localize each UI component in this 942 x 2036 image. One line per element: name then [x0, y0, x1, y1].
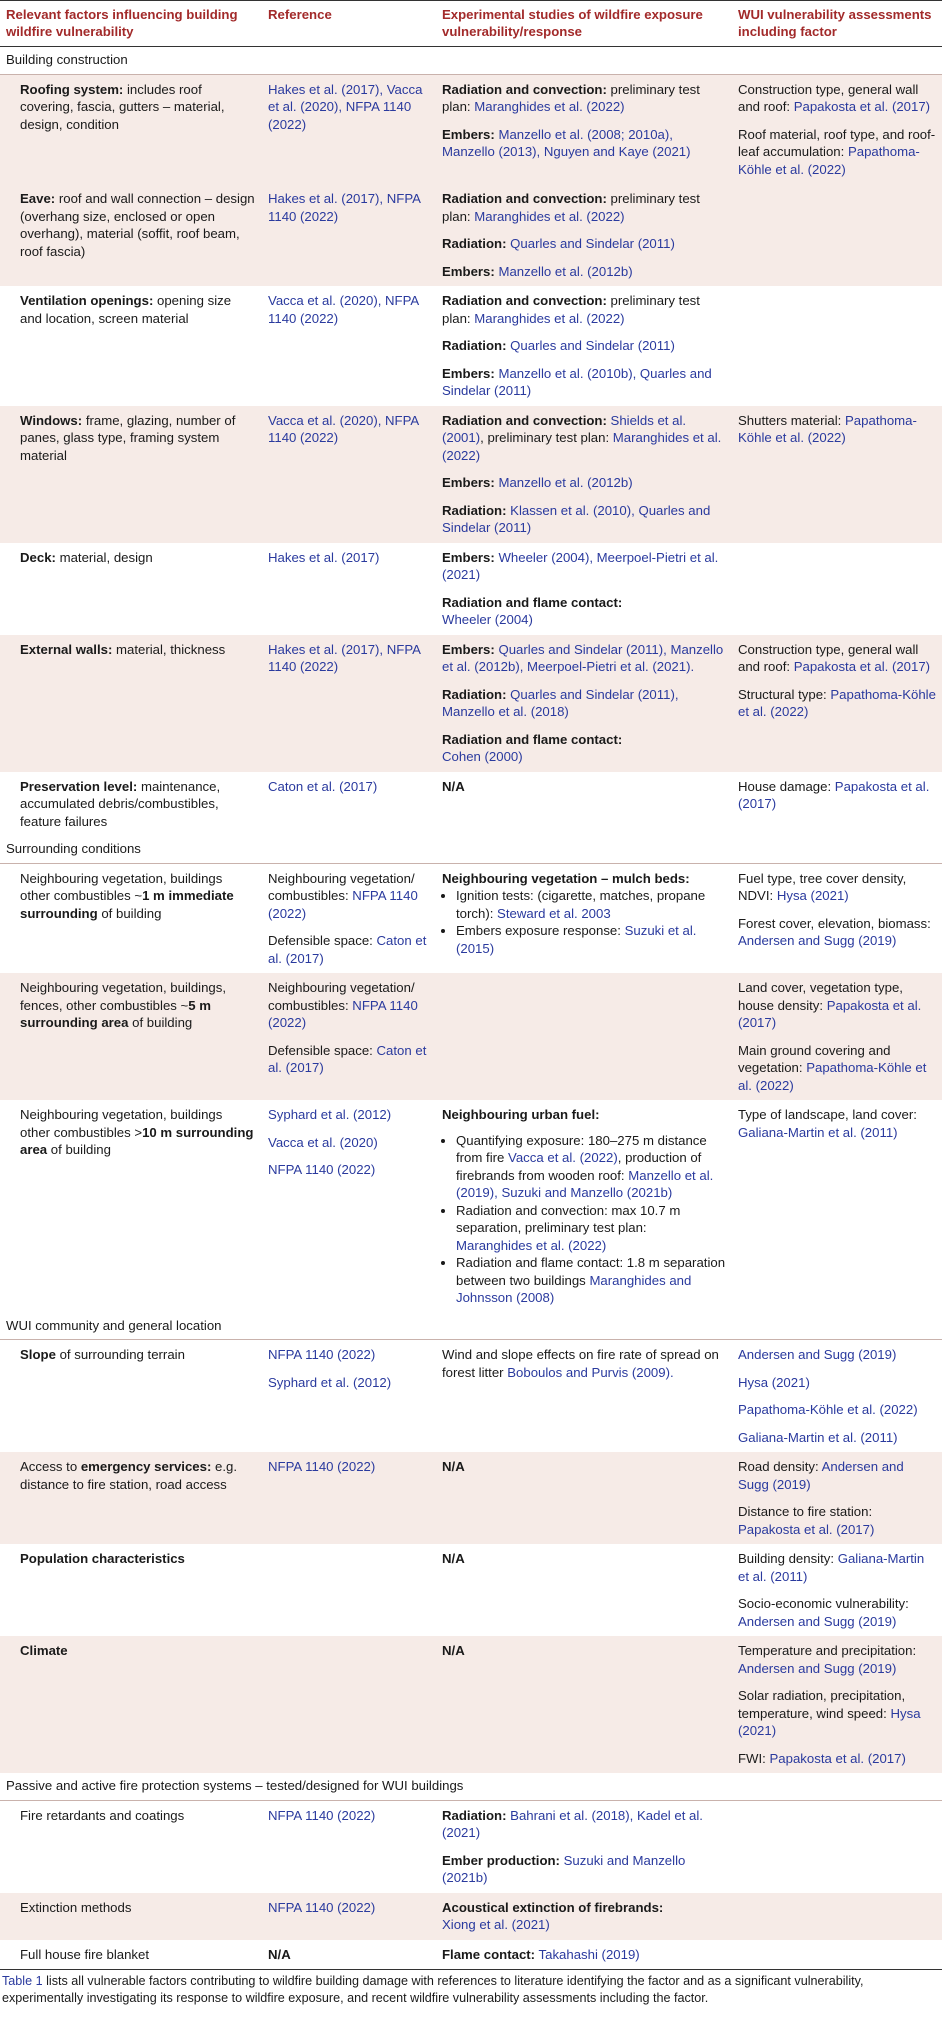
reference-link[interactable]: Andersen and Sugg (2019)	[738, 1660, 897, 1676]
reference-cell	[262, 286, 436, 406]
experimental-cell: N/A	[436, 1452, 732, 1544]
reference-cell	[262, 1636, 436, 1773]
reference-link[interactable]: Boboulos and Purvis (2009).	[507, 1364, 674, 1380]
reference-link[interactable]: Hakes et al. (2017), NFPA 1140 (2022)	[268, 641, 421, 674]
factor-cell: Slope of surrounding terrain	[0, 1340, 262, 1453]
experimental-cell: Wind and slope effects on fire rate of spread on forest litter Boboulos and Purvis (2009).	[436, 1340, 732, 1453]
reference-link[interactable]: Andersen and Sugg (2019)	[738, 1459, 904, 1492]
reference-link[interactable]: Andersen and Sugg (2019)	[738, 933, 897, 948]
experimental-cell: Radiation and convection: preliminary test plan: Maranghides et al. (2022) Radiation: Quarles and Sindelar (2011) Embers: Manzello et al. (2010b), Quarles and Sindelar (2011)	[436, 286, 732, 406]
factor-cell: External walls: material, thickness	[0, 635, 262, 772]
section-row	[0, 1773, 942, 1800]
wui-cell: Type of landscape, land cover: Galiana-Martin et al. (2011)	[732, 1100, 942, 1313]
table-row	[0, 772, 942, 837]
wui-cell	[732, 543, 942, 635]
reference-link[interactable]: Hakes et al. (2017), Vacca et al. (2020), NFPA 1140 (2022)	[268, 81, 423, 132]
table-row	[0, 406, 942, 543]
table-row	[0, 1800, 942, 1893]
experimental-cell: Neighbouring vegetation – mulch beds: • Ignition tests: (cigarette, matches, propane torch): Steward et al. 2003 • Embers exposure response: Suzuki et al. (2015)	[436, 863, 732, 973]
reference-link[interactable]: Manzello et al. (2012b)	[498, 263, 633, 279]
reference-cell: Neighbouring vegetation/ combustibles: NFPA 1140 (2022) Defensible space: Caton et al. (2017)	[262, 863, 436, 973]
header-wui: WUI vulnerability assessments including factor	[732, 1, 942, 47]
reference-cell	[262, 184, 436, 286]
reference-cell	[262, 772, 436, 837]
factor-cell: Roofing system: includes roof covering, fascia, gutters – material, design, condition	[0, 74, 262, 184]
section-title: WUI community and general location	[0, 1313, 942, 1340]
reference-link[interactable]: Papathoma-Köhle et al. (2022)	[738, 1060, 927, 1093]
experimental-cell: Neighbouring urban fuel: • Quantifying exposure: 180–275 m distance from fire Vacca et al. (2022), production of firebrands from wooden roof: Manzello et al. (2019), Suzuki and Manzello (2021b) • Radiation and convection: max 10.7 m separation, preliminary test plan: Maranghides et al. (2022) • Radiation and flame contact: 1.8 m separation between two buildings Maranghides and Johnsson (2008)	[436, 1100, 732, 1313]
reference-link[interactable]: Quarles and Sindelar (2011), Manzello et al. (2012b), Meerpoel-Pietri et al. (2021).	[442, 641, 724, 674]
reference-cell	[262, 1452, 436, 1544]
factor-cell: Full house fire blanket	[0, 1940, 262, 1970]
experimental-cell: N/A	[436, 1544, 732, 1636]
header-factors: Relevant factors influencing building wildfire vulnerability	[0, 1, 262, 47]
bullet-list	[442, 1132, 726, 1307]
experimental-cell: N/A	[436, 772, 732, 837]
caption-text: lists all vulnerable factors contributing to wildfire building damage with references to literature identifying the factor and as a significant vulnerability, experimentally investigating its response to wildfire exposure, and recent wildfire vulnerability assessments including the factor.	[2, 1974, 864, 2005]
experimental-cell: Radiation and convection: Shields et al. (2001), preliminary test plan: Maranghides et al. (2022) Embers: Manzello et al. (2012b) Radiation: Klassen et al. (2010), Quarles and Sindelar (2011)	[436, 406, 732, 543]
table-row	[0, 1340, 942, 1453]
bullet-list	[442, 887, 726, 957]
reference-cell: N/A	[262, 1940, 436, 1970]
wui-cell: Construction type, general wall and roof: Papakosta et al. (2017) Roof material, roof type, and roof-leaf accumulation: Papathoma-Köhle et al. (2022)	[732, 74, 942, 184]
reference-link[interactable]: Maranghides et al. (2022)	[442, 430, 722, 463]
table-row	[0, 1636, 942, 1773]
section-title: Building construction	[0, 47, 942, 75]
factor-cell: Neighbouring vegetation, buildings other combustibles ~1 m immediate surrounding of building	[0, 863, 262, 973]
table-row	[0, 286, 942, 406]
reference-link[interactable]: Takahashi (2019)	[538, 1946, 640, 1962]
table-row	[0, 1940, 942, 1970]
reference-link[interactable]: Papakosta et al. (2017)	[738, 1521, 875, 1537]
list-item: • Quantifying exposure: 180–275 m distance from fire Vacca et al. (2022), production of firebrands from wooden roof: Manzello et al. (2019), Suzuki and Manzello (2021b)	[456, 1132, 726, 1202]
experimental-cell	[436, 973, 732, 1100]
section-row	[0, 1313, 942, 1340]
factor-cell: Deck: material, design	[0, 543, 262, 635]
reference-link[interactable]: Hakes et al. (2017), NFPA 1140 (2022)	[268, 191, 421, 224]
experimental-cell: Embers: Wheeler (2004), Meerpoel-Pietri et al. (2021) Radiation and flame contact: Wheeler (2004)	[436, 543, 732, 635]
reference-link[interactable]: Caton et al. (2017)	[268, 933, 427, 966]
reference-cell	[262, 1100, 436, 1313]
list-item: • Embers exposure response: Suzuki et al. (2015)	[456, 922, 726, 957]
reference-link[interactable]: Papakosta et al. (2017)	[769, 1750, 906, 1766]
reference-link[interactable]: Papakosta et al. (2017)	[738, 997, 922, 1030]
wui-cell	[732, 1800, 942, 1893]
factor-cell: Access to emergency services: e.g. distance to fire station, road access	[0, 1452, 262, 1544]
reference-link[interactable]: Steward et al. 2003	[497, 905, 611, 921]
wui-cell: Shutters material: Papathoma-Köhle et al. (2022)	[732, 406, 942, 543]
table-row	[0, 184, 942, 286]
reference-link[interactable]: Galiana-Martin et al. (2011)	[738, 1551, 925, 1584]
factor-cell: Windows: frame, glazing, number of panes, glass type, framing system material	[0, 406, 262, 543]
reference-cell: Neighbouring vegetation/ combustibles: NFPA 1140 (2022) Defensible space: Caton et al. (2017)	[262, 973, 436, 1100]
reference-cell	[262, 543, 436, 635]
reference-link[interactable]: NFPA 1140 (2022)	[268, 1347, 376, 1362]
reference-cell	[262, 1340, 436, 1453]
reference-link[interactable]: Maranghides et al. (2022)	[474, 208, 625, 224]
experimental-cell: Radiation: Bahrani et al. (2018), Kadel et al. (2021) Ember production: Suzuki and Manzello (2021b)	[436, 1800, 732, 1893]
table-row	[0, 1452, 942, 1544]
factor-cell: Extinction methods	[0, 1893, 262, 1940]
reference-link[interactable]: Andersen and Sugg (2019)	[738, 1613, 897, 1629]
reference-link[interactable]: Syphard et al. (2012)	[268, 1107, 392, 1122]
experimental-cell: Flame contact: Takahashi (2019)	[436, 1940, 732, 1970]
reference-link[interactable]: Galiana-Martin et al. (2011)	[738, 1124, 898, 1140]
reference-link[interactable]: Hysa (2021)	[776, 888, 849, 903]
reference-link[interactable]: Manzello et al. (2019), Suzuki and Manzello (2021b)	[456, 1167, 714, 1200]
reference-link[interactable]: Manzello et al. (2010b), Quarles and Sindelar (2011)	[442, 365, 712, 398]
wui-cell	[732, 1340, 942, 1453]
reference-link[interactable]: Papathoma-Köhle et al. (2022)	[738, 686, 936, 719]
wui-cell: Fuel type, tree cover density, NDVI: Hysa (2021) Forest cover, elevation, biomass: Andersen and Sugg (2019)	[732, 863, 942, 973]
experimental-cell: Radiation and convection: preliminary test plan: Maranghides et al. (2022) Embers: Manzello et al. (2008; 2010a), Manzello (2013), Nguyen and Kaye (2021)	[436, 74, 732, 184]
reference-link[interactable]: Hakes et al. (2017)	[268, 549, 380, 565]
reference-link[interactable]: Bahrani et al. (2018), Kadel et al. (2021)	[442, 1807, 703, 1840]
reference-link[interactable]: Papakosta et al. (2017)	[793, 659, 931, 674]
reference-link[interactable]: Papathoma-Köhle et al. (2022)	[738, 1402, 918, 1417]
reference-link[interactable]: Wheeler (2004), Meerpoel-Pietri et al. (2021)	[442, 549, 719, 582]
reference-link[interactable]: Hysa (2021)	[738, 1705, 921, 1738]
table-row	[0, 973, 942, 1100]
wui-cell: Road density: Andersen and Sugg (2019) Distance to fire station: Papakosta et al. (2017)	[732, 1452, 942, 1544]
header-reference: Reference	[262, 1, 436, 47]
list-item: • Radiation and flame contact: 1.8 m separation between two buildings Maranghides and Johnsson (2008)	[456, 1254, 726, 1307]
reference-link[interactable]: Klassen et al. (2010), Quarles and Sindelar (2011)	[442, 502, 711, 535]
reference-link[interactable]: Wheeler (2004)	[442, 612, 533, 627]
wui-cell: Land cover, vegetation type, house density: Papakosta et al. (2017) Main ground covering and vegetation: Papathoma-Köhle et al. (2022)	[732, 973, 942, 1100]
reference-link[interactable]: Syphard et al. (2012)	[268, 1374, 392, 1390]
factor-cell: Neighbouring vegetation, buildings, fences, other combustibles ~5 m surrounding area of building	[0, 973, 262, 1100]
reference-cell	[262, 74, 436, 184]
reference-link[interactable]: Vacca et al. (2020), NFPA 1140 (2022)	[268, 293, 419, 326]
section-row	[0, 836, 942, 863]
reference-link[interactable]: Vacca et al. (2022)	[508, 1150, 618, 1165]
wui-cell	[732, 286, 942, 406]
reference-link[interactable]: NFPA 1140 (2022)	[268, 888, 418, 921]
reference-link[interactable]: Andersen and Sugg (2019)	[738, 1347, 897, 1362]
wui-cell: House damage: Papakosta et al. (2017)	[732, 772, 942, 837]
table-row	[0, 74, 942, 184]
factor-cell: Fire retardants and coatings	[0, 1800, 262, 1893]
reference-link[interactable]: Suzuki and Manzello (2021b)	[442, 1852, 686, 1885]
section-title: Surrounding conditions	[0, 836, 942, 863]
factor-cell: Preservation level: maintenance, accumulated debris/combustibles, feature failures	[0, 772, 262, 837]
reference-link[interactable]: Caton et al. (2017)	[268, 778, 378, 794]
table-row	[0, 543, 942, 635]
reference-link[interactable]: Papakosta et al. (2017)	[738, 778, 930, 811]
wui-cell	[732, 184, 942, 286]
reference-link[interactable]: Quarles and Sindelar (2011), Manzello et al. (2018)	[442, 686, 679, 719]
reference-link[interactable]: NFPA 1140 (2022)	[268, 997, 418, 1030]
reference-link[interactable]: Galiana-Martin et al. (2011)	[738, 1429, 898, 1445]
list-item: • Radiation and convection: max 10.7 m separation, preliminary test plan: Maranghides et al. (2022)	[456, 1202, 726, 1255]
table-row	[0, 1893, 942, 1940]
reference-link[interactable]: Vacca et al. (2020), NFPA 1140 (2022)	[268, 412, 419, 445]
wui-cell: Building density: Galiana-Martin et al. (2011) Socio-economic vulnerability: Andersen and Sugg (2019)	[732, 1544, 942, 1636]
table-row	[0, 863, 942, 973]
wui-cell: Temperature and precipitation: Andersen and Sugg (2019) Solar radiation, precipitation, temperature, wind speed: Hysa (2021) FWI: Papakosta et al. (2017)	[732, 1636, 942, 1773]
section-row	[0, 47, 942, 75]
reference-link[interactable]: Manzello et al. (2012b)	[498, 475, 633, 490]
reference-link[interactable]: Maranghides and Johnsson (2008)	[456, 1272, 692, 1305]
reference-link[interactable]: Shields et al. (2001)	[442, 412, 687, 445]
reference-cell	[262, 1800, 436, 1893]
experimental-cell: Acoustical extinction of firebrands: Xiong et al. (2021)	[436, 1893, 732, 1940]
reference-link[interactable]: Hysa (2021)	[738, 1374, 810, 1390]
experimental-cell: Embers: Quarles and Sindelar (2011), Manzello et al. (2012b), Meerpoel-Pietri et al. (2021). Radiation: Quarles and Sindelar (2011), Manzello et al. (2018) Radiation and flame contact: Cohen (2000)	[436, 635, 732, 772]
reference-link[interactable]: NFPA 1140 (2022)	[268, 1899, 376, 1915]
reference-link[interactable]: Cohen (2000)	[442, 749, 523, 764]
reference-link[interactable]: Manzello et al. (2008; 2010a), Manzello (2013), Nguyen and Kaye (2021)	[442, 126, 691, 159]
reference-cell	[262, 635, 436, 772]
reference-link[interactable]: Maranghides et al. (2022)	[456, 1237, 607, 1253]
reference-link[interactable]: Papathoma-Köhle et al. (2022)	[738, 412, 917, 445]
reference-link[interactable]: Maranghides et al. (2022)	[474, 99, 625, 114]
table-caption	[0, 1970, 942, 2006]
table-header	[0, 1, 942, 47]
reference-link[interactable]: Vacca et al. (2020)	[268, 1134, 378, 1150]
wui-cell	[732, 1940, 942, 1970]
reference-link[interactable]: Maranghides et al. (2022)	[474, 310, 625, 326]
reference-cell	[262, 1893, 436, 1940]
experimental-cell: N/A	[436, 1636, 732, 1773]
factor-cell: Climate	[0, 1636, 262, 1773]
reference-cell	[262, 406, 436, 543]
table-row	[0, 635, 942, 772]
reference-link[interactable]: Quarles and Sindelar (2011)	[510, 236, 675, 251]
reference-cell	[262, 1544, 436, 1636]
table-row	[0, 1544, 942, 1636]
table-row	[0, 1100, 942, 1313]
factor-cell: Eave: roof and wall connection – design (overhang size, enclosed or open overhang), material (soffit, roof beam, roof fascia)	[0, 184, 262, 286]
reference-link[interactable]: Xiong et al. (2021)	[442, 1917, 550, 1932]
reference-link[interactable]: Papathoma-Köhle et al. (2022)	[738, 144, 920, 177]
section-title: Passive and active fire protection systems – tested/designed for WUI buildings	[0, 1773, 942, 1800]
reference-link[interactable]: Caton et al. (2017)	[268, 1042, 427, 1075]
caption-label[interactable]: Table 1	[2, 1974, 43, 1988]
reference-link[interactable]: NFPA 1140 (2022)	[268, 1162, 376, 1177]
reference-link[interactable]: NFPA 1140 (2022)	[268, 1459, 376, 1474]
header-experimental: Experimental studies of wildfire exposure vulnerability/response	[436, 1, 732, 47]
reference-link[interactable]: Papakosta et al. (2017)	[793, 99, 931, 114]
reference-link[interactable]: NFPA 1140 (2022)	[268, 1807, 376, 1823]
wui-cell	[732, 1893, 942, 1940]
factor-cell: Ventilation openings: opening size and location, screen material	[0, 286, 262, 406]
reference-link[interactable]: Suzuki et al. (2015)	[456, 923, 697, 956]
experimental-cell: Radiation and convection: preliminary test plan: Maranghides et al. (2022) Radiation: Quarles and Sindelar (2011) Embers: Manzello et al. (2012b)	[436, 184, 732, 286]
wui-cell: Construction type, general wall and roof: Papakosta et al. (2017) Structural type: Papathoma-Köhle et al. (2022)	[732, 635, 942, 772]
reference-link[interactable]: Quarles and Sindelar (2011)	[510, 338, 675, 353]
list-item: • Ignition tests: (cigarette, matches, propane torch): Steward et al. 2003	[456, 887, 726, 922]
factor-cell: Population characteristics	[0, 1544, 262, 1636]
factor-cell: Neighbouring vegetation, buildings other combustibles >10 m surrounding area of building	[0, 1100, 262, 1313]
